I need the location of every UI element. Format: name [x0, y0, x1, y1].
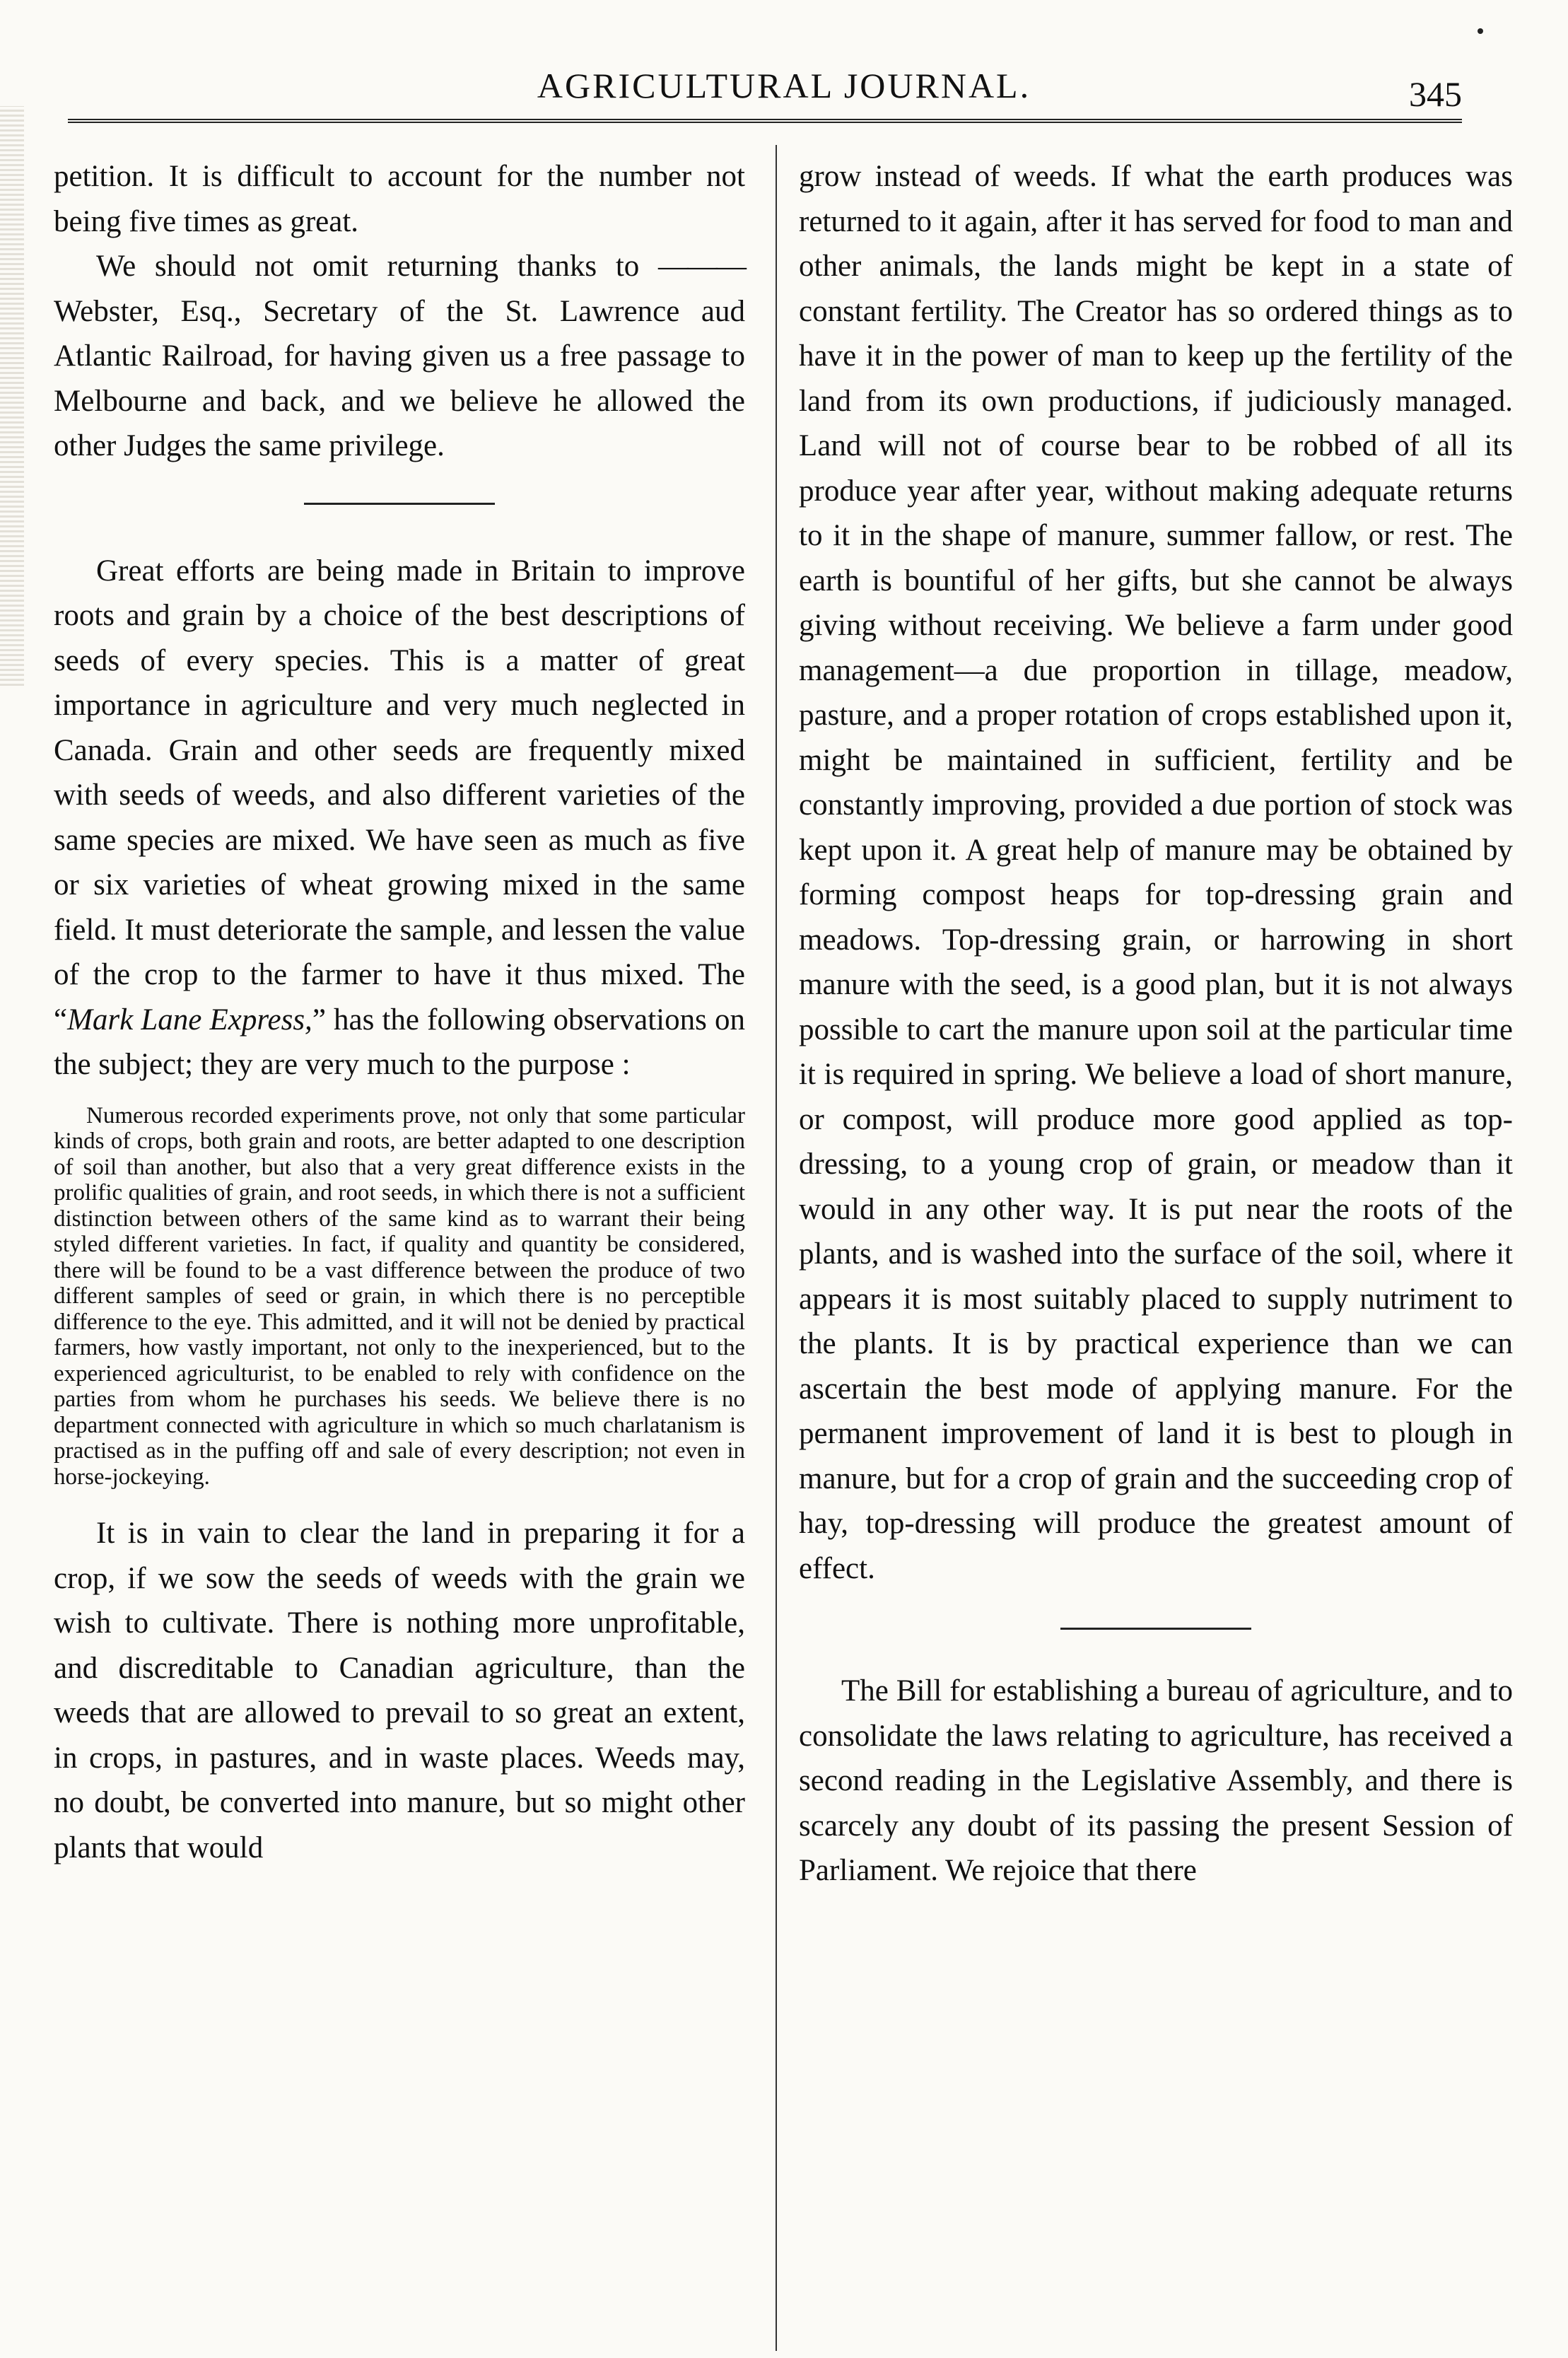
journal-title: AGRICULTURAL JOURNAL.: [537, 66, 1031, 105]
paragraph-thanks: [54, 244, 745, 469]
seeds-text-end: ” has the following observations on the subject; they are very much to the purpose :: [54, 1003, 745, 1081]
paragraph-seeds: [54, 549, 745, 1087]
paragraph-fertility: grow instead of weeds. If what the earth produces was returned to it again, after it has served for food to man and other animals, the lands might be kept in a state of constant fertility. The Creator has so ordered things as to have it in the power of man to keep up the fertility of the land from its own productions, if judiciously managed. Land will not of course bear to be robbed of all its produce year after year, without making adequate returns to it in the shape of manure, summer fallow, or rest. The earth is bountiful of her gifts, but she cannot be always giving without receiving. We believe a farm under good management—a due proportion in tillage, meadow, pasture, and a proper rotation of crops established upon it, might be maintained in sufficient, fertility and be constantly improving, provided a due portion of stock was kept upon it. A great help of manure may be obtained by forming compost heaps for top-dressing grain and meadows. Top-dressing grain, or harrowing in short manure with the seed, is a good plan, but it is not always possible to cart the manure upon soil at the particular time it is required in spring. We believe a load of short manure, or compost, will produce more good applied as top-dressing, to a young crop of grain, or meadow than it would in any other way. It is put near the roots of the plants, and is washed into the surface of the soil, where it appears it is most suitably placed to supply nutriment to the plants. It is by practical experience than we can ascertain the best mode of applying manure. For the permanent improvement of land it is best to plough in manure, but for a crop of grain and the succeeding crop of hay, top-dressing will produce the greatest amount of effect.: [799, 160, 1513, 1585]
thanks-lead: We should not omit returning thanks to: [96, 250, 640, 283]
column-divider: [776, 145, 777, 2351]
left-column: [54, 154, 745, 1870]
thanks-body: Webster, Esq., Secretary of the St. Lawrence aud Atlantic Railroad, for having given us a free passage to Melbourne and back, and we believe he allowed the other Judges the same privilege.: [54, 294, 745, 462]
block-quote: Numerous recorded experiments prove, not only that some particular kinds of crops, both grain and roots, are better adapted to one description of soil than another, but also that a very great difference exists in the prolific qualities of grain, and root seeds, in which there is not a sufficient distinction between others of the same kind as to warrant their being styled different varieties. In fact, if quality and quantity be considered, there will be found to be a vast difference between the produce of two different samples of seed or grain, in which there is no perceptible difference to the eye. This admitted, and it will not be denied by practical farmers, how vastly important, not only to the inexperienced, but to the experienced agriculturist, to be enabled to rely with confidence on the parties from whom he purchases his seeds. We believe there is no department connected with agriculture in which so much charlatanism is practised as in the puffing off and sale of every description; not even in horse-jockeying.: [54, 1102, 745, 1490]
publication-title: Mark Lane Express,: [67, 1003, 312, 1037]
paragraph-weeds: It is in vain to clear the land in preparing it for a crop, if we sow the seeds of weeds with the grain we wish to cultivate. There is nothing more unprofitable, and discreditable to Canadian agriculture, than the weeds that are allowed to prevail to so great an extent, in crops, in pastures, and in waste places. Weeds may, no doubt, be converted into manure, but so might other plants that would: [54, 1517, 745, 1864]
running-head: [0, 65, 1568, 122]
binding-edge: [0, 106, 24, 686]
paragraph-bill: The Bill for establishing a bureau of agriculture, and to consolidate the laws relating to agriculture, has received a second reading in the Legislative Assembly, and there is scarcely any doubt of its passing the present Session of Parliament. We rejoice that there: [799, 1674, 1513, 1887]
right-column: [799, 154, 1513, 1893]
header-double-rule: [68, 119, 1462, 123]
section-rule: [304, 503, 495, 505]
paragraph-petition: petition. It is difficult to account for the number not being five times as great.: [54, 160, 745, 238]
section-rule: [1060, 1628, 1251, 1630]
ink-speck: [1478, 28, 1483, 34]
name-dash: ———: [658, 250, 746, 283]
page-number: 345: [1409, 74, 1462, 114]
seeds-text: Great efforts are being made in Britain to improve roots and grain by a choice of the best descriptions of seeds of every species. This is a matter of great importance in agriculture and very much neglected in Canada. Grain and other seeds are frequently mixed with seeds of weeds, and also different varieties of the same species are mixed. We have seen as much as five or six varieties of wheat growing mixed in the same field. It must deteriorate the sample, and lessen the value of the crop to the farmer to have it thus mixed. The “: [54, 554, 745, 1037]
